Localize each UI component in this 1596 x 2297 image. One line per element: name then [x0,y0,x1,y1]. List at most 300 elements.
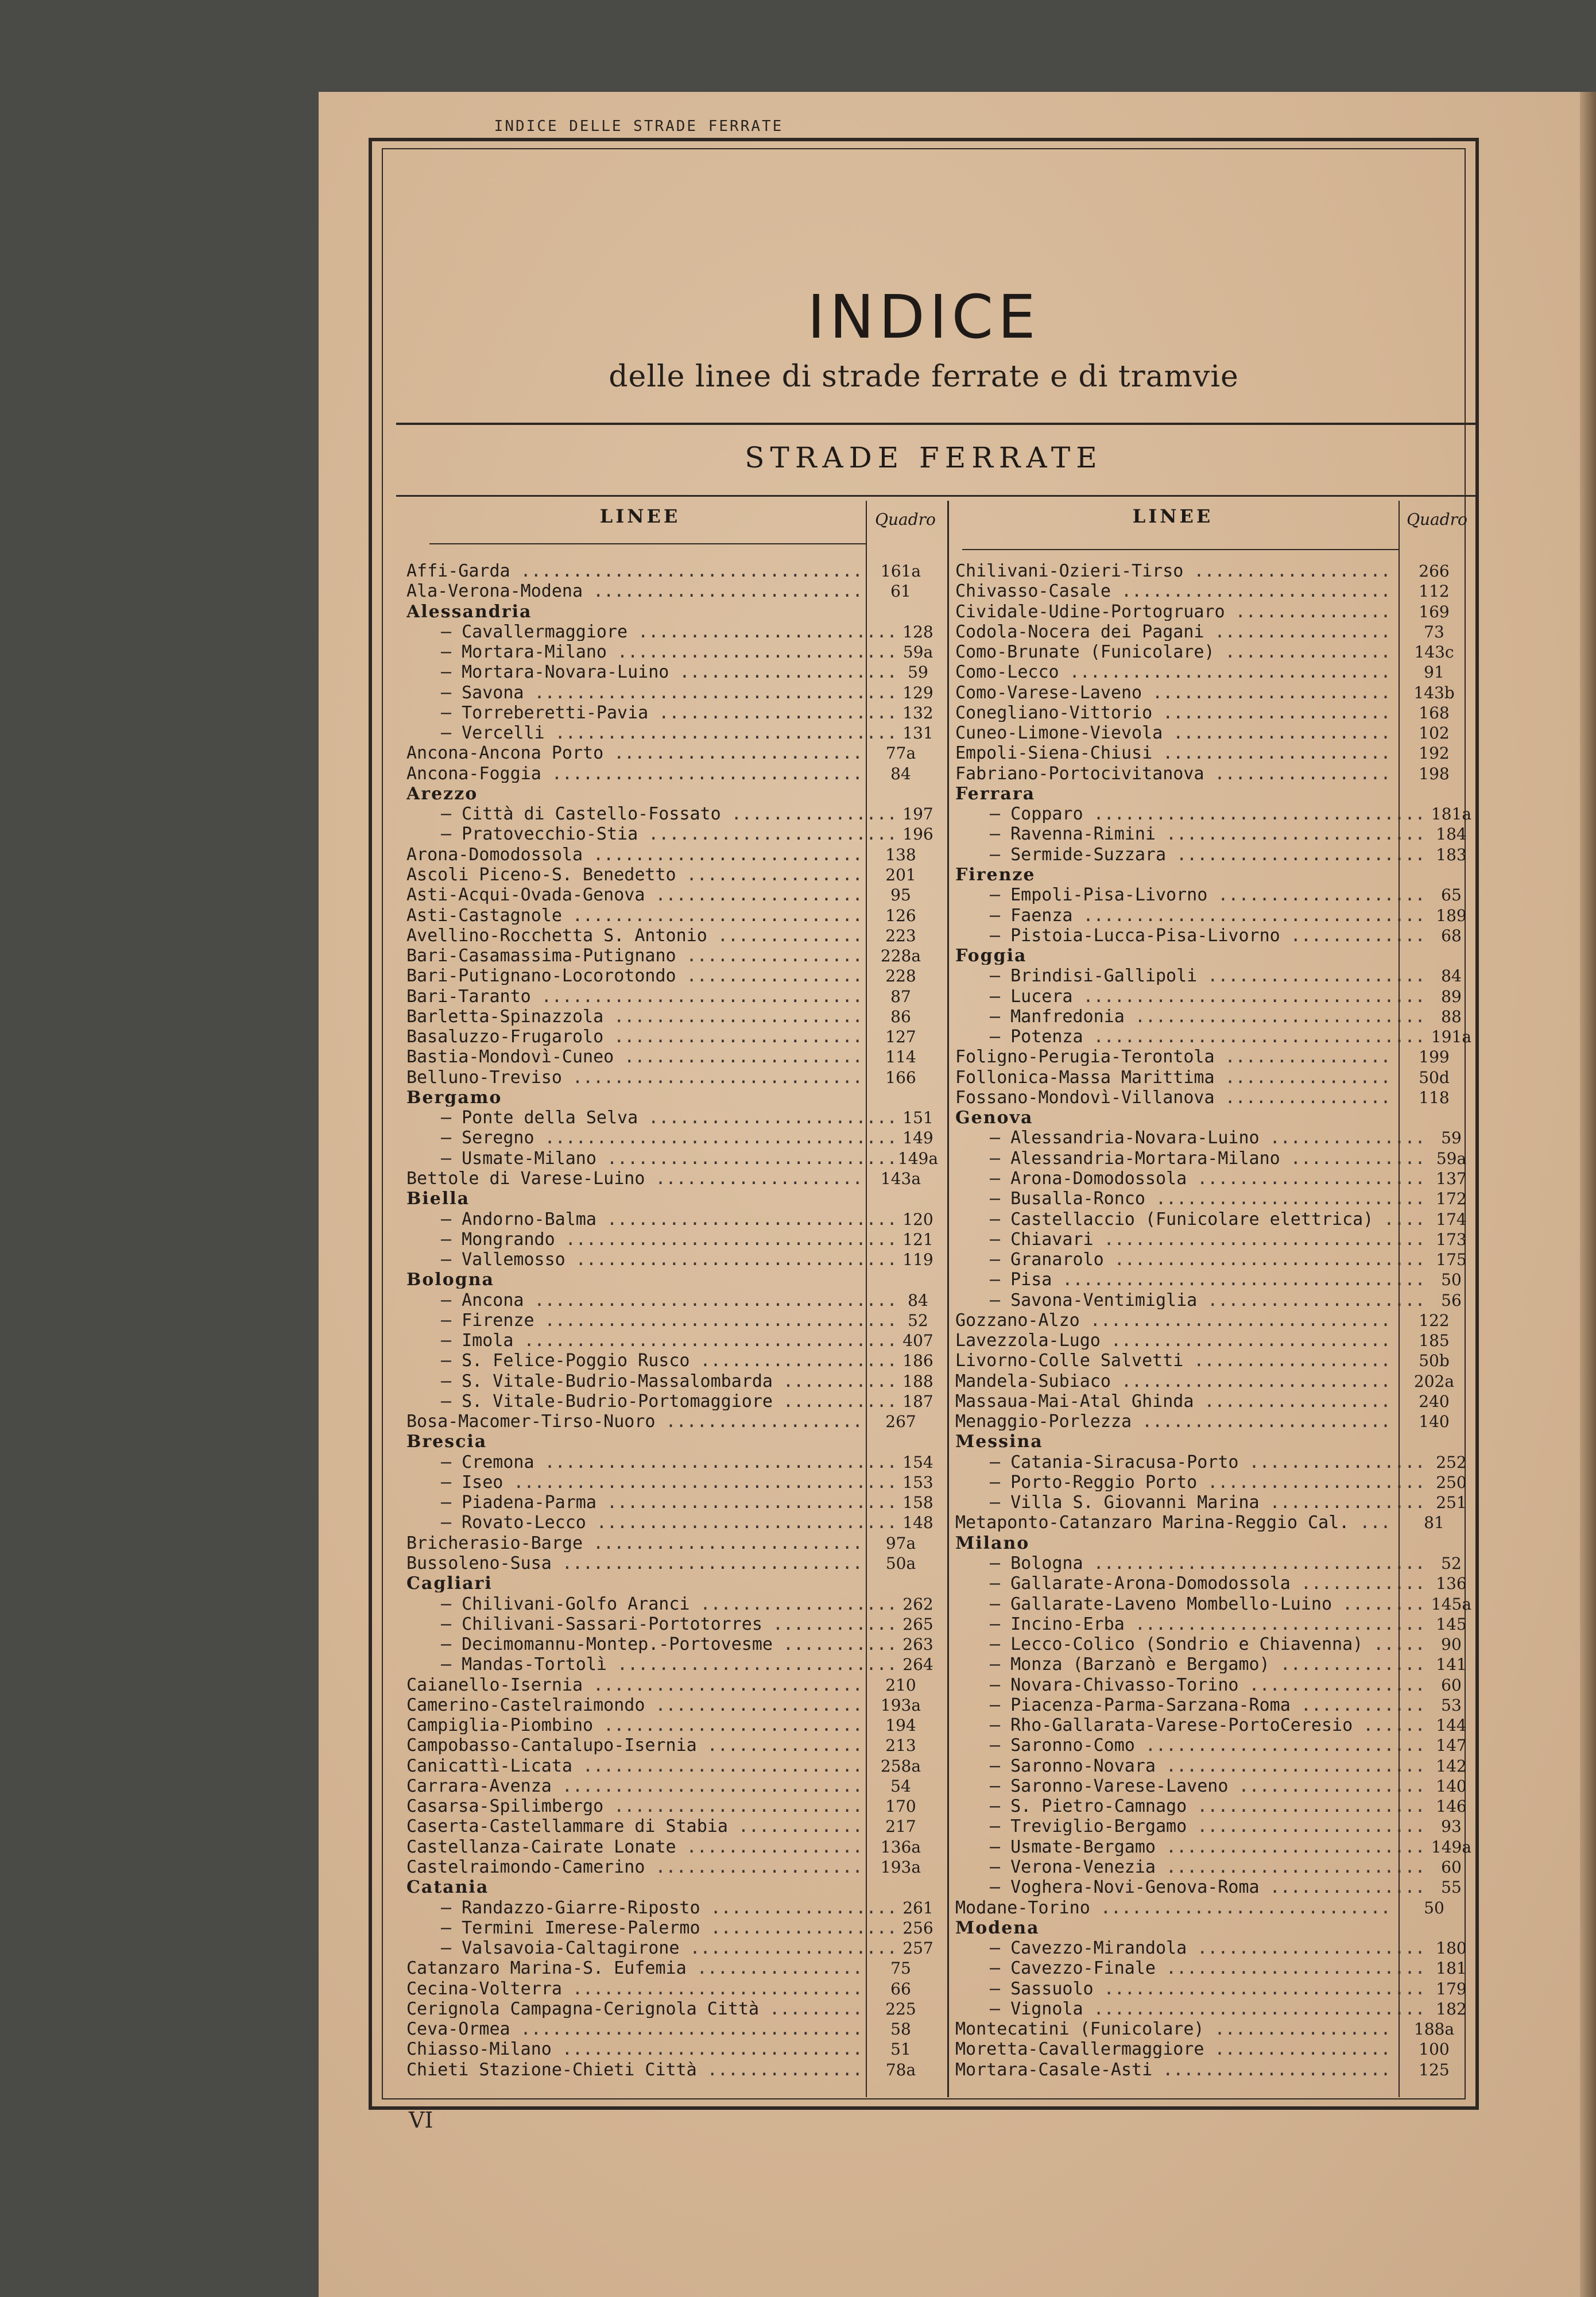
index-city-heading [955,786,1474,803]
line-name: Como-Lecco ..... [955,664,1394,681]
quadro-number: 193a [880,1858,921,1877]
quadro-number: 158 [902,1493,933,1513]
line-name: Ascoli Piceno-S. Benedetto ..... [406,867,861,884]
quadro-number: 119 [902,1250,933,1270]
quadro-number: 50 [1424,1898,1444,1917]
line-name: — Sermide-Suzzara ..... [955,846,1428,864]
line-name: Livorno-Colle Salvetti ..... [955,1352,1394,1370]
city-name: Cagliari [406,1575,493,1593]
quadro-number: 170 [885,1797,916,1816]
index-city-heading [955,867,1474,884]
quadro-number: 149a [897,1148,939,1168]
index-entry [955,1271,1474,1289]
quadro-number: 91 [1424,663,1444,682]
line-name: — Saronno-Novara ..... [955,1758,1428,1775]
index-entry [406,887,940,904]
line-name: Ala-Verona-Modena ..... [406,583,861,600]
line-name: — Saronno-Varese-Laveno ..... [955,1778,1428,1795]
quadro-number: 84 [890,764,911,783]
quadro-number: 52 [1441,1554,1462,1573]
index-entry [406,826,940,843]
right-quadro-header: Quadro [1407,510,1467,529]
index-entry [406,927,940,945]
index-entry [955,1879,1474,1896]
quadro-number: 88 [1441,1007,1462,1026]
city-name: Foggia [955,948,1027,965]
index-entry [955,1981,1474,1998]
quadro-number: 199 [1419,1047,1450,1067]
line-name: — Faenza ..... [955,907,1428,925]
index-entry [406,2001,940,2018]
line-name: — Busalla-Ronco ..... [955,1190,1428,1208]
index-entry [955,583,1474,600]
quadro-number: 75 [890,1959,911,1978]
quadro-number: 213 [885,1736,916,1755]
line-name: — Sassuolo ..... [955,1981,1428,1998]
city-name: Milano [955,1534,1030,1552]
line-name: — Treviglio-Bergamo ..... [955,1818,1428,1835]
line-name: — Incino-Erba ..... [955,1616,1428,1633]
index-entry [955,1717,1474,1734]
quadro-number: 147 [1436,1736,1467,1755]
quadro-number: 250 [1436,1472,1467,1492]
line-name: — Seregno ..... [406,1130,896,1147]
quadro-number: 97a [885,1533,916,1553]
line-name: — Savona-Ventimiglia ..... [955,1292,1428,1309]
index-entry [406,1454,940,1471]
index-entry [406,907,940,925]
page-subtitle: delle linee di strade ferrate e di tramvie [609,359,1239,394]
index-entry [955,1677,1474,1694]
quadro-number: 181 [1436,1959,1467,1978]
index-city-heading [406,1575,940,1592]
quadro-number: 59a [902,643,933,662]
index-entry [955,968,1474,985]
index-entry [406,1393,940,1410]
index-entry [955,705,1474,722]
quadro-number: 112 [1419,582,1450,601]
quadro-number: 197 [902,805,933,824]
line-name: — S. Vitale-Budrio-Portomaggiore ..... [406,1393,896,1410]
index-entry [955,1190,1474,1208]
line-name: — Torreberetti-Pavia ..... [406,705,896,722]
index-entry [955,1089,1474,1107]
index-city-heading [406,1271,940,1289]
quadro-number: 181a [1431,805,1472,824]
index-entry [955,664,1474,681]
quadro-number: 191a [1431,1027,1472,1047]
index-entry [406,1839,940,1856]
line-name: Catanzaro Marina-S. Eufemia ..... [406,1960,861,1977]
line-name: — Cavezzo-Mirandola ..... [955,1940,1428,1957]
quadro-number: 78a [885,2060,916,2079]
running-head: INDICE DELLE STRADE FERRATE [494,118,784,135]
line-name: Caianello-Isernia ..... [406,1677,861,1694]
quadro-number: 192 [1419,744,1450,763]
quadro-number: 172 [1436,1189,1467,1209]
quadro-number: 240 [1419,1391,1450,1411]
quadro-number: 90 [1441,1635,1462,1654]
index-entry [406,1818,940,1835]
index-entry [955,624,1474,641]
quadro-number: 114 [885,1047,916,1067]
line-name: Cecina-Volterra ..... [406,1981,861,1998]
city-name: Catania [406,1879,489,1897]
index-entry [406,1778,940,1795]
line-name: Lavezzola-Lugo ..... [955,1332,1394,1349]
line-name: — Cavezzo-Finale ..... [955,1960,1428,1977]
quadro-number: 264 [902,1655,933,1675]
index-entry [406,1413,940,1430]
city-name: Brescia [406,1433,487,1451]
index-city-heading [406,604,940,621]
quadro-number: 122 [1419,1310,1450,1330]
index-entry [406,1494,940,1511]
line-name: Campobasso-Cantalupo-Isernia ..... [406,1737,861,1754]
line-name: — Castellaccio (Funicolare elettrica) ..... [955,1211,1428,1228]
line-name: Castelraimondo-Camerino ..... [406,1859,861,1876]
line-name: Asti-Castagnole ..... [406,907,861,925]
index-city-heading [955,1433,1474,1451]
line-name: — Ancona ..... [406,1292,896,1309]
city-name: Messina [955,1433,1043,1451]
title-rule [396,423,1475,425]
line-name: — Piadena-Parma ..... [406,1494,896,1511]
line-name: Cuneo-Limone-Vievola ..... [955,725,1394,742]
quadro-number: 77a [885,744,916,763]
index-entry [955,1596,1474,1613]
index-entry [406,1677,940,1694]
line-name: Asti-Acqui-Ovada-Genova ..... [406,887,861,904]
quadro-number: 84 [1441,966,1462,986]
quadro-number: 59 [908,663,928,682]
index-entry [406,2021,940,2038]
left-index-column [406,563,940,2079]
index-entry [406,1008,940,1026]
quadro-number: 68 [1441,926,1462,945]
quadro-number: 149 [902,1128,933,1148]
line-name: — Potenza ..... [955,1028,1428,1046]
line-name: Ancona-Foggia ..... [406,765,861,783]
quadro-number: 132 [902,703,933,722]
index-entry [406,1332,940,1349]
line-name: — Imola ..... [406,1332,896,1349]
line-name: Camerino-Castelraimondo ..... [406,1697,861,1714]
line-name: Bari-Taranto ..... [406,988,861,1006]
index-entry [955,1474,1474,1491]
quadro-number: 129 [902,683,933,702]
index-entry [955,887,1474,904]
index-entry [955,927,1474,945]
line-name: — Catania-Siracusa-Porto ..... [955,1454,1428,1471]
line-name: Metaponto-Catanzaro Marina-Reggio Cal. ..... [955,1514,1394,1532]
index-entry [406,1859,940,1876]
line-name: — Gallarate-Laveno Mombello-Luino ..... [955,1596,1428,1613]
index-entry [955,1393,1474,1410]
index-entry [406,1616,940,1633]
city-name: Modena [955,1919,1040,1937]
page-title: INDICE [807,282,1040,352]
quadro-number: 93 [1441,1817,1462,1836]
quadro-number: 141 [1436,1655,1467,1675]
index-entry [955,725,1474,742]
quadro-number: 194 [885,1716,916,1735]
line-name: — Vallemosso ..... [406,1251,896,1269]
index-entry [955,1251,1474,1269]
index-entry [406,624,940,641]
line-name: Fabriano-Portocivitanova ..... [955,765,1394,783]
city-name: Bologna [406,1271,494,1289]
city-name: Firenze [955,866,1036,884]
quadro-number: 262 [902,1594,933,1614]
quadro-number: 252 [1436,1452,1467,1472]
index-entry [406,1940,940,1957]
index-entry [406,948,940,965]
quadro-number: 153 [902,1472,933,1492]
line-name: Gozzano-Alzo ..... [955,1312,1394,1329]
quadro-number: 66 [890,1979,911,1998]
line-name: — Villa S. Giovanni Marina ..... [955,1494,1428,1511]
index-city-heading [406,1089,940,1107]
index-entry [406,765,940,783]
index-entry [955,1940,1474,1957]
line-name: — Chilivani-Sassari-Portotorres ..... [406,1616,896,1633]
city-name: Biella [406,1190,470,1208]
city-name: Alessandria [406,603,532,621]
right-header-rule [962,549,1399,550]
line-name: — Empoli-Pisa-Livorno ..... [955,887,1428,904]
index-city-heading [955,948,1474,965]
index-entry [406,1758,940,1775]
quadro-number: 60 [1441,1858,1462,1877]
index-entry [406,1211,940,1228]
index-entry [406,2062,940,2079]
index-entry [955,1555,1474,1572]
index-city-heading [406,1879,940,1896]
line-name: — Alessandria-Mortara-Milano ..... [955,1150,1428,1167]
index-city-heading [955,1109,1474,1127]
quadro-number: 173 [1436,1229,1467,1249]
line-name: — Rovato-Lecco ..... [406,1514,896,1532]
line-name: Castellanza-Cairate Lonate ..... [406,1839,861,1856]
line-name: — Lucera ..... [955,988,1428,1006]
index-entry [955,1616,1474,1633]
quadro-number: 50b [1419,1351,1450,1371]
line-name: Basaluzzo-Frugarolo ..... [406,1028,861,1046]
index-city-heading [955,1535,1474,1552]
line-name: — Rho-Gallarata-Varese-PortoCeresio ..... [955,1717,1428,1734]
quadro-number: 185 [1419,1331,1450,1351]
quadro-number: 50a [885,1554,916,1573]
quadro-number: 138 [885,845,916,864]
quadro-number: 166 [885,1068,916,1087]
index-entry [406,1737,940,1754]
right-linee-header: LINEE [1132,505,1214,527]
line-name: — Randazzo-Giarre-Riposto ..... [406,1900,896,1917]
quadro-number: 193a [880,1695,921,1715]
index-entry [406,1028,940,1046]
quadro-number: 121 [902,1229,933,1249]
quadro-number: 189 [1436,906,1467,925]
index-entry [406,1109,940,1127]
index-entry [406,2041,940,2058]
quadro-number: 210 [885,1675,916,1695]
line-name: — Decimomannu-Montep.-Portovesme ..... [406,1636,896,1653]
left-linee-header: LINEE [599,505,681,527]
line-name: Carrara-Avenza ..... [406,1778,861,1795]
line-name: — Bologna ..... [955,1555,1428,1572]
line-name: — Termini Imerese-Palermo ..... [406,1920,896,1937]
index-entry [955,765,1474,783]
line-name: Campiglia-Piombino ..... [406,1717,861,1734]
index-entry [406,1981,940,1998]
index-entry [406,1150,940,1167]
line-name: Mandela-Subiaco ..... [955,1373,1394,1390]
index-entry [406,988,940,1006]
quadro-number: 136 [1436,1574,1467,1594]
line-name: — Mortara-Milano ..... [406,644,896,661]
line-name: Codola-Nocera dei Pagani ..... [955,624,1394,641]
line-name: — Novara-Chivasso-Torino ..... [955,1677,1428,1694]
page-edge [1580,92,1596,2297]
index-entry [955,644,1474,661]
index-entry [406,1717,940,1734]
line-name: Bari-Putignano-Locorotondo ..... [406,968,861,985]
index-entry [406,1352,940,1370]
index-entry [406,1900,940,1917]
index-entry [955,2021,1474,2038]
index-entry [406,685,940,702]
line-name: — Usmate-Bergamo ..... [955,1839,1428,1856]
index-city-heading [955,1920,1474,1937]
line-name: Conegliano-Vittorio ..... [955,705,1394,722]
quadro-number: 65 [1441,885,1462,905]
quadro-number: 95 [890,885,911,905]
quadro-number: 225 [885,1999,916,2018]
line-name: Bastia-Mondovì-Cuneo ..... [406,1049,861,1066]
line-name: Empoli-Siena-Chiusi ..... [955,745,1394,762]
line-name: — Città di Castello-Fossato ..... [406,806,896,823]
line-name: — Vignola ..... [955,2001,1428,2018]
index-entry [406,725,940,742]
index-entry [955,1575,1474,1592]
section-rule [396,495,1475,497]
index-entry [955,1413,1474,1430]
index-city-heading [406,1433,940,1451]
quadro-number: 131 [902,724,933,743]
line-name: Avellino-Rocchetta S. Antonio ..... [406,927,861,945]
quadro-number: 89 [1441,987,1462,1006]
quadro-number: 128 [902,622,933,641]
index-entry [955,1514,1474,1532]
line-name: — Vercelli ..... [406,725,896,742]
index-entry [406,1798,940,1815]
quadro-number: 256 [902,1918,933,1938]
quadro-number: 265 [902,1614,933,1634]
quadro-number: 184 [1436,825,1467,844]
quadro-number: 55 [1441,1878,1462,1897]
index-entry [955,1454,1474,1471]
quadro-number: 143c [1414,643,1454,662]
line-name: Ancona-Ancona Porto ..... [406,745,861,762]
quadro-number: 120 [902,1209,933,1229]
index-entry [406,1231,940,1248]
quadro-number: 118 [1419,1088,1450,1107]
quadro-number: 136a [880,1837,921,1857]
index-entry [406,1373,940,1390]
line-name: — Gallarate-Arona-Domodossola ..... [955,1575,1428,1592]
index-entry [955,1839,1474,1856]
index-entry [955,1636,1474,1653]
line-name: — Alessandria-Novara-Luino ..... [955,1130,1428,1147]
quadro-number: 86 [890,1007,911,1026]
quadro-number: 182 [1436,1999,1467,2018]
index-entry [955,1818,1474,1835]
quadro-number: 145 [1436,1614,1467,1634]
quadro-number: 174 [1436,1209,1467,1229]
quadro-number: 58 [890,2020,911,2039]
index-entry [955,604,1474,621]
quadro-number: 202a [1413,1371,1455,1391]
quadro-number: 154 [902,1452,933,1472]
line-name: Follonica-Massa Marittima ..... [955,1069,1394,1086]
index-entry [955,1697,1474,1714]
index-entry [955,1778,1474,1795]
index-entry [955,2041,1474,2058]
line-name: — Chiavari ..... [955,1231,1428,1248]
line-name: — Lecco-Colico (Sondrio e Chiavenna) ..... [955,1636,1428,1653]
index-entry [406,1920,940,1937]
line-name: Casarsa-Spilimbergo ..... [406,1798,861,1815]
index-entry [406,968,940,985]
index-entry [955,1332,1474,1349]
quadro-number: 52 [908,1310,928,1330]
quadro-number: 50 [1441,1270,1462,1290]
index-entry [406,867,940,884]
line-name: — Pratovecchio-Stia ..... [406,826,896,843]
quadro-number: 145a [1431,1594,1472,1614]
index-entry [955,745,1474,762]
line-name: — Iseo ..... [406,1474,896,1491]
line-name: — S. Felice-Poggio Rusco ..... [406,1352,896,1370]
quadro-number: 169 [1419,602,1450,621]
index-entry [955,1231,1474,1248]
quadro-number: 223 [885,926,916,945]
index-entry [955,2001,1474,2018]
quadro-number: 407 [902,1331,933,1351]
index-entry [955,988,1474,1006]
quadro-number: 188 [902,1371,933,1391]
index-entry [955,1130,1474,1147]
line-name: Foligno-Perugia-Terontola ..... [955,1049,1394,1066]
line-name: Affi-Garda ..... [406,563,861,580]
quadro-number: 228a [880,946,921,966]
index-entry [955,1170,1474,1188]
line-name: Chieti Stazione-Chieti Città ..... [406,2062,861,2079]
index-entry [955,1312,1474,1329]
quadro-number: 183 [1436,845,1467,864]
quadro-number: 60 [1441,1675,1462,1695]
index-entry [955,1798,1474,1815]
line-name: Chilivani-Ozieri-Tirso ..... [955,563,1394,580]
index-entry [955,826,1474,843]
quadro-number: 263 [902,1635,933,1654]
index-entry [955,1069,1474,1086]
line-name: Mortara-Casale-Asti ..... [955,2062,1394,2079]
index-entry [955,685,1474,702]
line-name: Chivasso-Casale ..... [955,583,1394,600]
index-entry [955,846,1474,864]
